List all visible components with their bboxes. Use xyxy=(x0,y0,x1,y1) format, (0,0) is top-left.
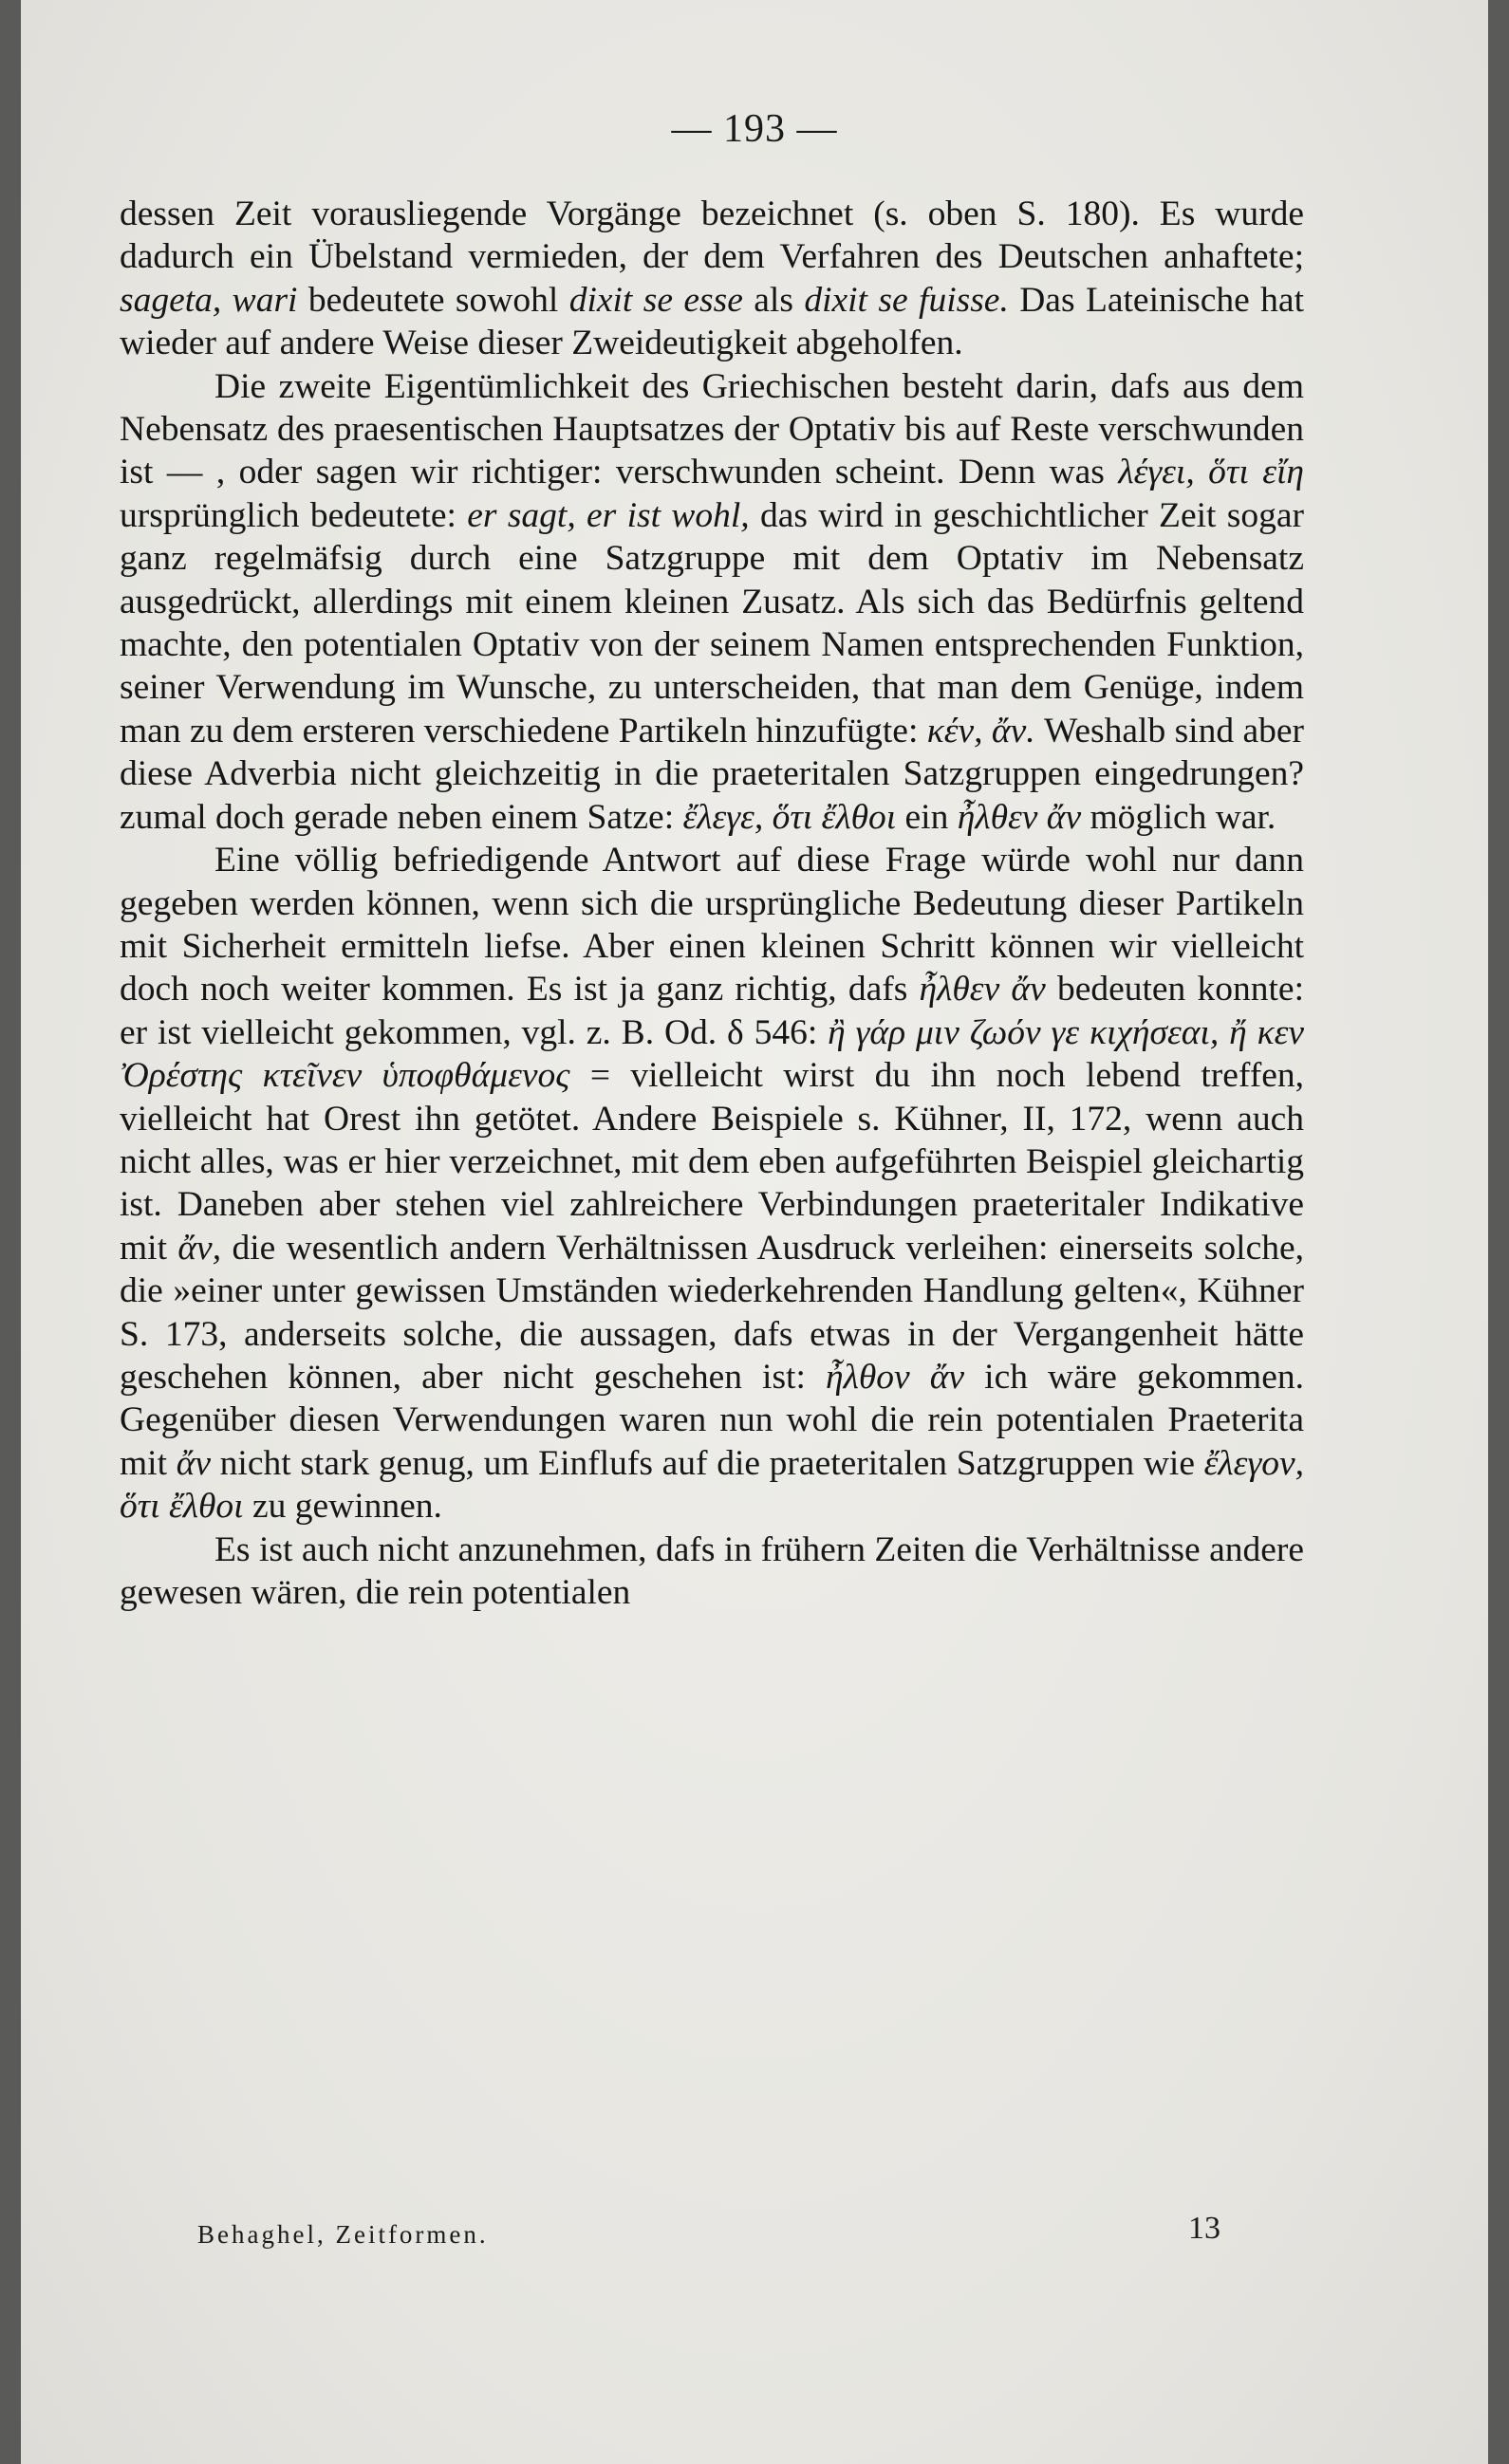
text-run: Die zweite Eigentümlichkeit des Griechischen besteht darin, dafs aus dem Nebensatz des praesentischen Hauptsatzes der Optativ bis auf Reste verschwunden ist — , oder sagen wir richtiger: verschwunden scheint. Denn was xyxy=(120,366,1304,492)
italic-run: sageta, wari xyxy=(120,280,298,320)
body-text xyxy=(120,193,1304,1614)
text-run: Es ist auch nicht anzunehmen, dafs in frühern Zeiten die Verhältnisse andere gewesen wären, die rein potentialen xyxy=(120,1529,1304,1612)
italic-run: dixit se fuisse. xyxy=(804,280,1009,320)
footer-signature: Behaghel, Zeitformen. xyxy=(197,2220,489,2249)
italic-run: ἔλεγε, ὅτι ἔλθοι xyxy=(682,797,897,837)
text-run: dessen Zeit vorausliegende Vorgänge bezeichnet (s. oben S. 180). Es wurde dadurch ein Übelstand vermieden, der dem Verfahren des Deutschen anhaftete; xyxy=(120,195,1304,277)
text-run: Eine völlig befriedigende Antwort auf diese Frage würde wohl nur dann gegeben werden können, wenn sich die ursprüngliche Bedeutung dieser Partikeln mit Sicherheit ermitteln liefse. Aber einen kleinen Schritt können wir vielleicht doch noch weiter kommen. Es ist ja ganz richtig, dafs xyxy=(120,841,1304,1010)
book-page xyxy=(21,0,1488,2464)
page-number: — 193 — xyxy=(671,107,838,151)
text-run: möglich war. xyxy=(1081,797,1276,837)
italic-run: ἦλθον ἄν xyxy=(825,1357,965,1397)
text-run: die wesentlich andern Verhältnissen Ausdruck verleihen: einerseits solche, die »einer unter gewissen Umständen wiederkehrenden Handlung gelten«, Kühner S. 173, anderseits solche, die aussagen, dafs etwas in der Vergangenheit hätte geschehen können, aber nicht geschehen ist: xyxy=(120,1228,1304,1397)
text-run: ich wäre gekommen. Gegenüber diesen Verwendungen waren nun wohl die rein potentialen Praeterita mit xyxy=(120,1357,1304,1483)
text-run: bedeutete sowohl xyxy=(297,280,569,320)
paragraph xyxy=(120,839,1304,1528)
paragraph xyxy=(120,193,1304,365)
italic-run: ἔλεγον, ὅτι ἔλθοι xyxy=(120,1443,1304,1527)
text-run: nicht stark genug, um Einflufs auf die praeteritalen Satzgruppen wie xyxy=(211,1443,1204,1483)
italic-run: κέν, ἄν. xyxy=(926,711,1035,750)
text-run: zu gewinnen. xyxy=(243,1487,442,1527)
text-run: ein xyxy=(896,797,958,837)
paragraph xyxy=(120,365,1304,839)
italic-run: er sagt, er ist wohl, xyxy=(467,495,750,535)
text-run: als xyxy=(742,280,805,320)
paragraph xyxy=(120,1528,1304,1615)
text-run: Weshalb sind aber diese Adverbia nicht gleichzeitig in die praeteritalen Satzgruppen eingedrungen? zumal doch gerade neben einem Satze: xyxy=(120,711,1305,837)
italic-run: ἄν, xyxy=(177,1228,222,1268)
text-run: bedeuten konnte: er ist vielleicht gekommen, vgl. z. B. Od. δ 546: xyxy=(120,970,1304,1052)
text-run: ursprünglich bedeutete: xyxy=(120,495,468,535)
italic-run: ἄν xyxy=(176,1443,212,1483)
text-run: Das Lateinische hat wieder auf andere Weise dieser Zweideutigkeit abgeholfen. xyxy=(120,280,1304,363)
italic-run: ἦλθεν ἄν xyxy=(919,970,1046,1010)
footer-sheet-number: 13 xyxy=(1188,2211,1220,2246)
text-run: das wird in geschichtlicher Zeit sogar ganz regelmäfsig durch eine Satzgruppe mit dem Optativ im Nebensatz ausgedrückt, allerdings mit einem kleinen Zusatz. Als sich das Bedürfnis geltend machte, den potentialen Optativ von der seinem Namen entsprechenden Funktion, seiner Verwendung im Wunsche, zu unterscheiden, that man dem Genüge, indem man zu dem ersteren verschiedene Partikeln hinzufügte: xyxy=(120,495,1304,750)
italic-run: dixit se esse xyxy=(568,280,743,320)
text-run: = vielleicht wirst du ihn noch lebend treffen, vielleicht hat Orest ihn getötet. Andere Beispiele s. Kühner, II, 172, wenn auch nicht alles, was er hier verzeichnet, mit dem eben aufgeführten Beispiel gleichartig ist. Daneben aber stehen viel zahlreichere Verbindungen praeteritaler Indikative mit xyxy=(120,1056,1304,1268)
italic-run: ἢ γάρ μιν ζωόν γε κιχήσεαι, ἤ κεν Ὀρέστης κτεῖνεν ὑποφθάμενος xyxy=(120,1012,1304,1096)
italic-run: ἦλθεν ἄν xyxy=(957,797,1082,837)
italic-run: λέγει, ὅτι εἴη xyxy=(1118,453,1304,492)
